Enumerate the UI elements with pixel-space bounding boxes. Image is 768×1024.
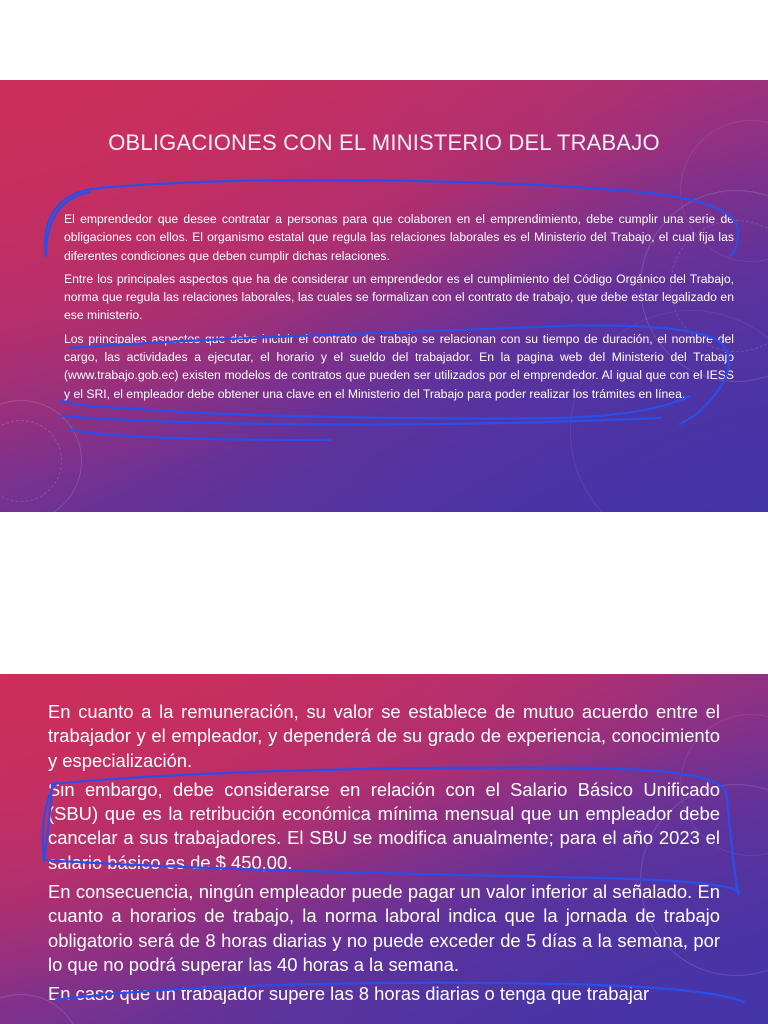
decorative-ring — [0, 400, 82, 512]
slide-body — [48, 700, 720, 1012]
paragraph: Sin embargo, debe considerarse en relación con el Salario Básico Unificado (SBU) que es la retribución económica mínima mensual que un empleador debe cancelar a sus trabajadores. El SBU se modifica anualmente; para el año 2023 el salario básico es de $ 450,00. — [48, 778, 720, 873]
paragraph: El emprendedor que desee contratar a personas para que colaboren en el emprendimiento, debe cumplir una serie de obligaciones con ellos. El organismo estatal que regula las relaciones laborales es el Ministerio del Trabajo, el cual fija las diferentes condiciones que deben cumplir dichas relaciones. — [64, 212, 734, 263]
paragraph: En caso que un trabajador supere las 8 horas diarias o tenga que trabajar — [48, 983, 650, 1005]
paragraph: Entre los principales aspectos que ha de considerar un emprendedor es el cumplimiento del Código Orgánico del Trabajo, norma que regula las relaciones laborales, las cuales se formalizan con el contrato de trabajo, que debe estar legalizado en ese ministerio. — [64, 271, 734, 323]
slide-1 — [0, 80, 768, 512]
slide-body — [64, 210, 734, 408]
paragraph: Los principales aspectos que debe incluir el contrato de trabajo se relacionan con su tiempo de duración, el nombre del cargo, las actividades a ejecutar, el horario y el sueldo del trabajador. En la pagina web del Ministerio del Trabajo (www.trabajo.gob.ec) existen modelos de contratos que pueden ser utilizados por el emprendedor. Al igual que con el IESS y el SRI, el empleador debe obtener una clave en el Ministerio del Trabajo para poder realizar los trámites en línea. — [64, 331, 734, 401]
decorative-ring — [0, 420, 62, 502]
paragraph: En consecuencia, ningún empleador puede pagar un valor inferior al señalado. En cuanto a horarios de trabajo, la norma laboral indica que la jornada de trabajo obligatorio será de 8 horas diarias y no puede exceder de 5 días a la semana, por lo que no podrá superar las 40 horas a la semana. — [48, 881, 720, 975]
slide-title: OBLIGACIONES CON EL MINISTERIO DEL TRABAJO — [108, 130, 660, 155]
paragraph: En cuanto a la remuneración, su valor se establece de mutuo acuerdo entre el trabajador y el empleador, y dependerá de su grado de experiencia, conocimiento y especialización. — [48, 701, 720, 771]
slide-2 — [0, 674, 768, 1024]
